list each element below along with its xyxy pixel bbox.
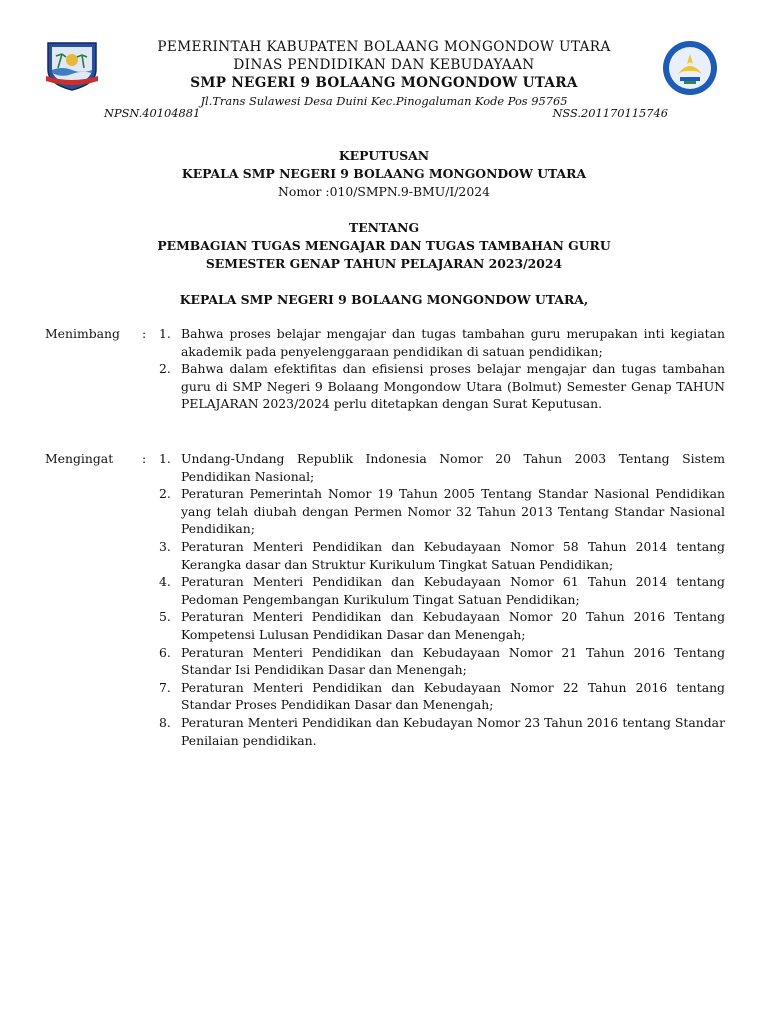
list-item: 4. Peraturan Menteri Pendidikan dan Kebudayaan Nomor 61 Tahun 2014 tentang Pedoman Pengembangan Kurikulum Tingat Satuan Pendidikan; bbox=[159, 574, 725, 607]
menimbang-label: Menimbang bbox=[45, 326, 120, 341]
list-item: 2. Peraturan Pemerintah Nomor 19 Tahun 2005 Tentang Standar Nasional Pendidikan yang telah diubah dengan Permen Nomor 32 Tahun 2013 Tentang Standar Nasional Pendidikan; bbox=[159, 486, 725, 537]
decree-number: Nomor :010/SMPN.9-BMU/I/2024 bbox=[278, 184, 490, 199]
list-item: 6. Peraturan Menteri Pendidikan dan Kebudayaan Nomor 21 Tahun 2016 Tentang Standar Isi Pendidikan Dasar dan Menengah; bbox=[159, 644, 725, 678]
school-name: SMP NEGERI 9 BOLAANG MONGONDOW UTARA bbox=[190, 75, 578, 91]
list-item: 7. Peraturan Menteri Pendidikan dan Kebudayaan Nomor 22 Tahun 2016 tentang Standar Proses Pendidikan Dasar dan Menengah; bbox=[159, 679, 725, 713]
list-item: 3. Peraturan Menteri Pendidikan dan Kebudayaan Nomor 58 Tahun 2014 tentang Kerangka dasar dan Struktur Kurikulum Tingkat Satuan Pendidikan; bbox=[159, 538, 725, 572]
mengingat-section bbox=[45, 450, 725, 749]
letterhead bbox=[100, 38, 668, 110]
npsn-number: NPSN.40104881 bbox=[104, 106, 201, 120]
department-name: DINAS PENDIDIKAN DAN KEBUDAYAAN bbox=[233, 57, 535, 73]
regency-emblem-icon bbox=[44, 40, 100, 92]
mengingat-label: Mengingat bbox=[45, 451, 114, 466]
decree-title-block bbox=[60, 147, 708, 309]
school-address: Jl.Trans Sulawesi Desa Duini Kec.Pinogaluman Kode Pos 95765 bbox=[200, 94, 568, 108]
decree-subject-line2: SEMESTER GENAP TAHUN PELAJARAN 2023/2024 bbox=[205, 256, 563, 271]
menimbang-section bbox=[45, 325, 725, 413]
decree-issuer: KEPALA SMP NEGERI 9 BOLAANG MONGONDOW UTARA bbox=[181, 166, 587, 181]
decree-heading: KEPUTUSAN bbox=[338, 148, 430, 163]
list-item: 2. Bahwa dalam efektifitas dan efisiensi proses belajar mengajar dan tugas tambahan guru di SMP Negeri 9 Bolaang Mongondow Utara (Bolmut) Semester Genap TAHUN PELAJARAN 2023/2024 perlu ditetapkan dengan Surat Keputusan. bbox=[159, 361, 725, 412]
nss-number: NSS.201170115746 bbox=[552, 106, 668, 120]
about-label: TENTANG bbox=[348, 220, 420, 235]
decree-subject-line1: PEMBAGIAN TUGAS MENGAJAR DAN TUGAS TAMBAHAN GURU bbox=[157, 238, 611, 253]
list-item: 5. Peraturan Menteri Pendidikan dan Kebudayaan Nomor 20 Tahun 2016 Tentang Kompetensi Lulusan Pendidikan Dasar dan Menengah; bbox=[159, 609, 725, 642]
menimbang-colon: : bbox=[142, 326, 147, 341]
tut-wuri-handayani-emblem-icon bbox=[662, 40, 718, 96]
list-item: 1. Undang-Undang Republik Indonesia Nomor 20 Tahun 2003 Tentang Sistem Pendidikan Nasional; bbox=[159, 451, 725, 484]
government-name: PEMERINTAH KABUPATEN BOLAANG MONGONDOW UTARA bbox=[157, 39, 611, 55]
list-item: 8. Peraturan Menteri Pendidikan dan Kebudayan Nomor 23 Tahun 2016 tentang Standar Penilaian pendidikan. bbox=[159, 714, 725, 748]
mengingat-colon: : bbox=[142, 451, 147, 466]
list-item: 1. Bahwa proses belajar mengajar dan tugas tambahan guru merupakan inti kegiatan akademik pada penyelenggaraan pendidikan di satuan pendidikan; bbox=[159, 326, 725, 359]
decree-preamble: KEPALA SMP NEGERI 9 BOLAANG MONGONDOW UTARA, bbox=[179, 292, 589, 307]
